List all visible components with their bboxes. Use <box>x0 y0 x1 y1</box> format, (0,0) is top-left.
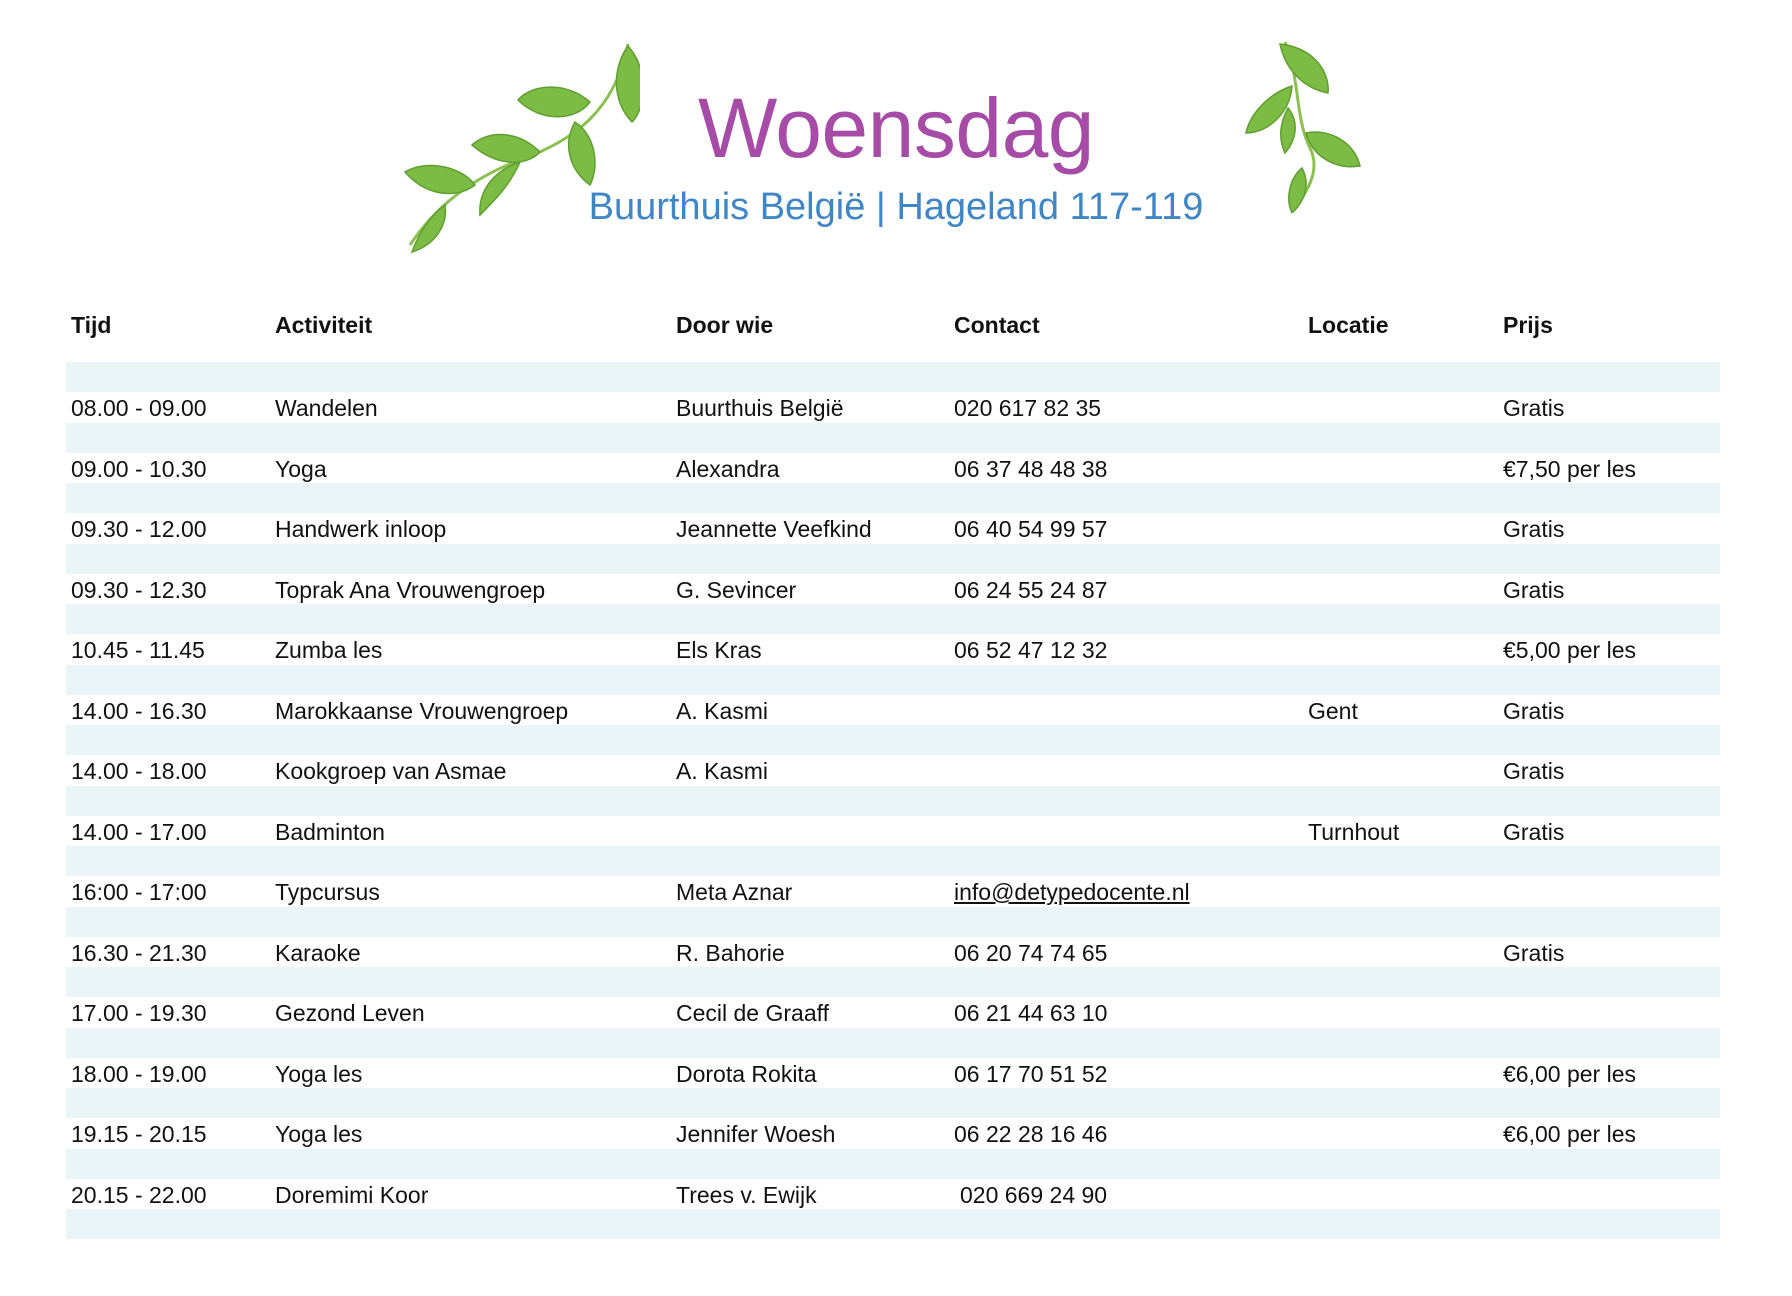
table-row <box>66 483 1720 544</box>
cell-activiteit: Wandelen <box>275 395 378 421</box>
page-header <box>0 0 1792 260</box>
cell-prijs: Gratis <box>1503 516 1565 542</box>
cell-tijd: 16:00 - 17:00 <box>71 879 207 905</box>
row-band <box>66 665 1720 695</box>
cell-prijs: Gratis <box>1503 939 1565 966</box>
table-row <box>66 907 1720 968</box>
cell-prijs: Gratis <box>1503 395 1565 421</box>
cell-prijs: €5,00 per les <box>1503 637 1636 663</box>
email-link[interactable]: info@detypedocente.nl <box>954 879 1190 905</box>
cell-door-wie: A. Kasmi <box>676 697 769 724</box>
cell-door-wie: Trees v. Ewijk <box>676 1181 817 1208</box>
cell-activiteit: Zumba les <box>275 637 383 663</box>
table-row <box>66 1149 1720 1210</box>
cell-tijd: 08.00 - 09.00 <box>71 395 207 421</box>
cell-tijd: 10.45 - 11.45 <box>71 637 205 663</box>
cell-tijd: 09.30 - 12.30 <box>71 576 207 603</box>
cell-prijs: €6,00 per les <box>1503 1060 1636 1087</box>
table-row <box>66 362 1720 423</box>
page-subtitle: Buurthuis België | Hageland 117-119 <box>588 186 1204 228</box>
cell-activiteit: Yoga les <box>275 1060 363 1087</box>
cell-door-wie: G. Sevincer <box>676 576 797 603</box>
cell-activiteit: Badminton <box>275 818 385 845</box>
table-row <box>66 604 1720 665</box>
table-row <box>66 544 1720 605</box>
table-row <box>66 423 1720 484</box>
page-title: Woensdag <box>697 81 1095 175</box>
column-header-tijd: Tijd <box>71 312 112 338</box>
cell-door-wie: Els Kras <box>676 637 762 663</box>
cell-prijs: Gratis <box>1503 697 1565 724</box>
cell-activiteit: Karaoke <box>275 939 361 966</box>
cell-activiteit: Gezond Leven <box>275 1000 425 1026</box>
cell-activiteit: Doremimi Koor <box>275 1181 429 1208</box>
row-band <box>66 1028 1720 1058</box>
row-band <box>66 544 1720 574</box>
row-band <box>66 786 1720 816</box>
cell-contact: 020 669 24 90 <box>960 1181 1108 1208</box>
cell-tijd: 14.00 - 17.00 <box>71 818 207 845</box>
row-band <box>66 1149 1720 1179</box>
row-band <box>66 846 1720 876</box>
cell-contact: 06 37 48 48 38 <box>954 455 1108 482</box>
cell-activiteit: Kookgroep van Asmae <box>275 758 507 784</box>
cell-door-wie: Jennifer Woesh <box>676 1121 836 1147</box>
cell-locatie: Gent <box>1308 697 1358 724</box>
row-band <box>66 1209 1720 1239</box>
cell-contact: 06 52 47 12 32 <box>954 637 1108 663</box>
cell-tijd: 14.00 - 16.30 <box>71 697 207 724</box>
cell-tijd: 16.30 - 21.30 <box>71 939 207 966</box>
cell-activiteit: Handwerk inloop <box>275 516 447 542</box>
cell-door-wie: A. Kasmi <box>676 758 769 784</box>
cell-activiteit: Toprak Ana Vrouwengroep <box>275 576 546 603</box>
cell-door-wie: Meta Aznar <box>676 879 793 905</box>
table-row <box>66 846 1720 907</box>
cell-activiteit: Typcursus <box>275 879 380 905</box>
table-row <box>66 967 1720 1028</box>
cell-prijs: Gratis <box>1503 576 1565 603</box>
row-band <box>66 1088 1720 1118</box>
cell-prijs: Gratis <box>1503 818 1565 845</box>
cell-door-wie: Alexandra <box>676 455 780 482</box>
cell-contact: 06 24 55 24 87 <box>954 576 1108 603</box>
column-header-activiteit: Activiteit <box>275 312 373 338</box>
cell-activiteit: Yoga <box>275 455 327 482</box>
row-band <box>66 907 1720 937</box>
cell-door-wie: R. Bahorie <box>676 939 785 966</box>
column-header-prijs: Prijs <box>1503 312 1553 338</box>
cell-tijd: 14.00 - 18.00 <box>71 758 207 784</box>
column-header-contact: Contact <box>954 312 1040 338</box>
cell-contact: 06 40 54 99 57 <box>954 516 1108 542</box>
row-band <box>66 423 1720 453</box>
table-row <box>66 665 1720 726</box>
row-band <box>66 725 1720 755</box>
cell-door-wie: Buurthuis België <box>676 395 844 421</box>
cell-tijd: 20.15 - 22.00 <box>71 1181 207 1208</box>
cell-contact: 06 21 44 63 10 <box>954 1000 1108 1026</box>
cell-contact: 020 617 82 35 <box>954 395 1102 421</box>
row-band <box>66 483 1720 513</box>
cell-prijs: €7,50 per les <box>1503 455 1636 482</box>
cell-contact: 06 22 28 16 46 <box>954 1121 1108 1147</box>
table-header <box>66 300 1720 362</box>
cell-tijd: 18.00 - 19.00 <box>71 1060 207 1087</box>
column-header-locatie: Locatie <box>1308 312 1389 338</box>
schedule-table <box>66 300 1720 1239</box>
cell-prijs: €6,00 per les <box>1503 1121 1636 1147</box>
cell-door-wie: Dorota Rokita <box>676 1060 817 1087</box>
cell-door-wie: Jeannette Veefkind <box>676 516 872 542</box>
table-row <box>66 725 1720 786</box>
table-row <box>66 786 1720 847</box>
cell-locatie: Turnhout <box>1308 818 1400 845</box>
row-band <box>66 362 1720 392</box>
cell-activiteit: Yoga les <box>275 1121 363 1147</box>
row-band <box>66 967 1720 997</box>
cell-prijs: Gratis <box>1503 758 1565 784</box>
cell-activiteit: Marokkaanse Vrouwengroep <box>275 697 569 724</box>
table-row <box>66 1028 1720 1089</box>
cell-tijd: 17.00 - 19.30 <box>71 1000 207 1026</box>
cell-door-wie: Cecil de Graaff <box>676 1000 829 1026</box>
table-row <box>66 1088 1720 1149</box>
cell-tijd: 09.30 - 12.00 <box>71 516 207 542</box>
cell-contact: 06 20 74 74 65 <box>954 939 1108 966</box>
column-header-door-wie: Door wie <box>676 312 774 338</box>
cell-contact: 06 17 70 51 52 <box>954 1060 1108 1087</box>
row-band <box>66 604 1720 634</box>
cell-tijd: 09.00 - 10.30 <box>71 455 207 482</box>
cell-tijd: 19.15 - 20.15 <box>71 1121 207 1147</box>
